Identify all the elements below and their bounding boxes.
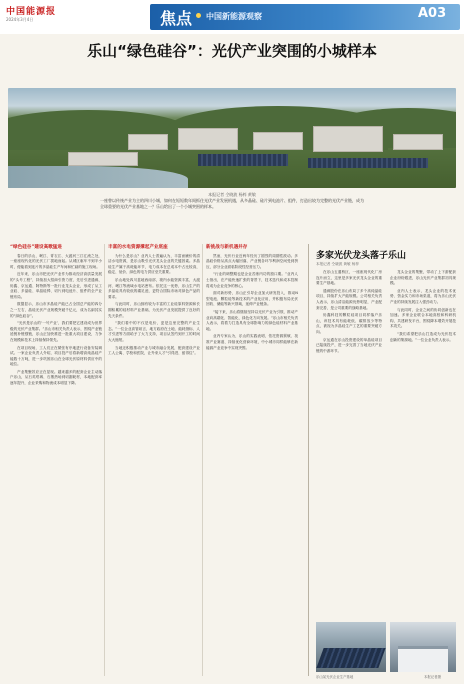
column-divider <box>202 244 203 676</box>
paragraph: 当地还积极推动产业与城市融合发展，配套建设产业工人公寓、学校和医院，让外来人才“引得进、留得住”。 <box>108 345 200 356</box>
section-title: 焦点 <box>160 9 193 28</box>
feature-divider <box>308 244 309 676</box>
section-subtitle: 中国新能源观察 <box>206 12 262 21</box>
paragraph: 春日的乐山，岷江、青衣江、大渡河三江汇流之处，一座座现代化的光伏工厂拔地而起。从城区驱车不到半小时，便能看到连片的多晶硅生产车间和忙碌的施工现场。 <box>10 253 102 269</box>
paragraph: “接下来，乐山将继续坚持以光伏产业为引领，推动产业向高端化、智能化、绿色化方向发展。”乐山市相关负责人表示，将着力打造具有全球影响力的绿色硅材料产业基地。 <box>206 309 298 331</box>
feature-byline: 本报记者 仝晓波 黄敏 杨梓 <box>316 262 359 266</box>
paragraph: 与此同时，乐山拥有较为丰富的工业硅原料资源和长期积累的硅材料产业基础，为光伏产业发展提供了良好的先天条件。 <box>108 302 200 318</box>
paragraph: 与此同时，企业之间的协同创新也在加速。多家企业联合本地高校和科研机构，共建研发平台，围绕降本增效开展技术攻关。 <box>390 307 456 329</box>
page-number: A03 <box>418 6 447 21</box>
paragraph: “我们希望把乐山打造成为光伏技术创新的策源地。”一位企业负责人表示。 <box>390 331 456 342</box>
feature-photo-solar-panels <box>316 622 386 672</box>
paragraph: 近年来，乐山市把光伏产业作为推动经济高质量发展的“头号工程”，持续加大招商引资力度，先后引进通威、协鑫、京运通、阿特斯等一批行业龙头企业，形成了从工业硅、多晶硅、单晶硅棒、切片到电池片、组件的全产业链布局。 <box>10 272 102 299</box>
feature-photo-factory <box>390 622 456 672</box>
article-column-3 <box>206 242 298 678</box>
paragraph: 在项目现场，工人们正在紧张有序地进行设备安装调试。一家企业负责人介绍，项目投产后将新增高纯晶硅产能数十万吨，进一步巩固乐山在全球光伏原材料供应中的地位。 <box>10 345 102 367</box>
issue-date: 2024年3月4日 <box>6 17 34 22</box>
paragraph: 龙头企业的集聚，带动了上下游配套企业纷纷跟进，乐山光伏产业集群初具规模。 <box>390 270 456 286</box>
article-column-1 <box>10 242 102 678</box>
paragraph: 京运通在乐山投资建设的单晶硅项目已陆续投产，进一步完善了当地光伏产业链的中游环节。 <box>316 337 382 353</box>
photo-caption: 乐山某光伏企业生产基地 <box>316 675 354 679</box>
newspaper-brand: 中国能源报 <box>6 7 57 17</box>
column-subheading: 新挑战与新机遇并存 <box>206 245 248 250</box>
paragraph: “行业的调整期也是企业苦练内功的窗口期。”业内人士指出，在产能快速扩张的背景下，技术迭代和成本控制将成为企业竞争的核心。 <box>206 272 298 288</box>
column-subheading: “绿色硅谷”建设高歌猛进 <box>10 245 62 250</box>
paragraph: 在乐山五通桥区，一座座现代化厂房连片而立，这里是多家光伏龙头企业的重要生产基地。 <box>316 270 382 286</box>
lead-photo <box>8 88 456 188</box>
section-dot-icon <box>196 13 201 18</box>
article-lead: 一座曾以传统产业为主的四川小城，如何在短短数年间抓住光伏产业发展机遇，从多晶硅、硅片到电池片、组件，打造出较为完整的光伏产业链，成为全球重要的光伏产业基地之一？乐山给出了一个小城突围的样本。 <box>100 198 364 209</box>
paragraph: 业内专家认为，乐山的实践表明，依托资源禀赋、找准产业赛道、持续优化营商环境，中小城市同样能够在新能源产业竞争中实现突围。 <box>206 334 298 350</box>
paragraph: 面对新形势，乐山正引导企业加大研发投入，推动N型电池、颗粒硅等新技术的产业化应用，并积极布局光伏回收、储能等新兴领域，延伸产业链条。 <box>206 291 298 307</box>
paragraph: 通威股份在乐山布局了多个高纯晶硅项目，持续扩大产能规模。公司相关负责人表示，乐山清洁能源优势明显，产业配套完善，是公司重要的战略基地。 <box>316 288 382 310</box>
paragraph: 产业集聚效应正在显现。越来越多的配套企业主动落户乐山，从石英坩埚、石墨热场到切割耗材，本地配套率逐年提升，企业采购和物流成本明显下降。 <box>10 369 102 386</box>
page-header <box>0 0 464 34</box>
paragraph: 为什么是乐山？业内人士普遍认为，丰富而廉价的清洁水电资源，是乐山吸引光伏龙头企业的关键因素。多晶硅生产属于高耗能环节，电力成本在总成本中占比较高，稳定、低价、绿色的电力供应至关重要。 <box>108 253 200 275</box>
photo-credit: 本报记者摄 <box>424 675 441 679</box>
feature-column-1 <box>316 270 382 620</box>
column-divider <box>104 244 105 676</box>
paragraph: “光伏是乐山的‘一号产业’，我们要把它建设成为世界级的光伏产业集群。”乐山市相关负责人表示，围绕产业链延链补链强链，乐山正加快推进一批重大项目建设，力争在规模和技术上持续保持领先。 <box>10 321 102 342</box>
feature-headline: 多家光伏龙头落子乐山 <box>316 251 407 261</box>
article-byline: 本报记者 仝晓波 杨梓 黄敏 <box>208 192 256 197</box>
feature-column-2 <box>390 270 456 620</box>
paragraph: 业内人士表示，龙头企业的技术优势、资金实力和市场渠道，将为乐山光伏产业的持续发展注入强劲动力。 <box>390 288 456 304</box>
paragraph: 然而，光伏行业近两年经历了剧烈的周期性波动。多晶硅价格从高点大幅回落，产业链各环节利润空间受到挤压，部分企业面临阶段性经营压力。 <box>206 253 298 269</box>
column-subheading: 丰富的水电资源撑起产业底座 <box>108 245 168 250</box>
article-column-2 <box>108 242 200 678</box>
paragraph: 数据显示，乐山市多晶硅产能已占全国总产能的四分之一左右，晶硅光伏产业规模突破千亿元，成为名副其实的“绿色硅谷”。 <box>10 302 102 318</box>
paragraph: “我们看中的不仅是电价，更是这里完整的产业生态。”一位企业高管坦言，地方政府在土地、能耗指标、人才引进等方面给予了大力支持，项目从签约到开工的时间大大缩短。 <box>108 321 200 342</box>
paragraph: 乐山地处四川盆地西南部，境内水能资源丰富，大渡河、岷江等流域水电站密布。依托这一优势，乐山生产的多晶硅具有较低的碳足迹，更符合国际市场对绿色产品的要求。 <box>108 277 200 299</box>
main-headline: 乐山“绿色硅谷”：光伏产业突围的小城样本 <box>87 42 377 60</box>
paragraph: 协鑫科技的颗粒硅项目同样落户乐山，该技术具有能耗低、碳排放少等特点，被视为多晶硅生产工艺的重要突破方向。 <box>316 313 382 334</box>
